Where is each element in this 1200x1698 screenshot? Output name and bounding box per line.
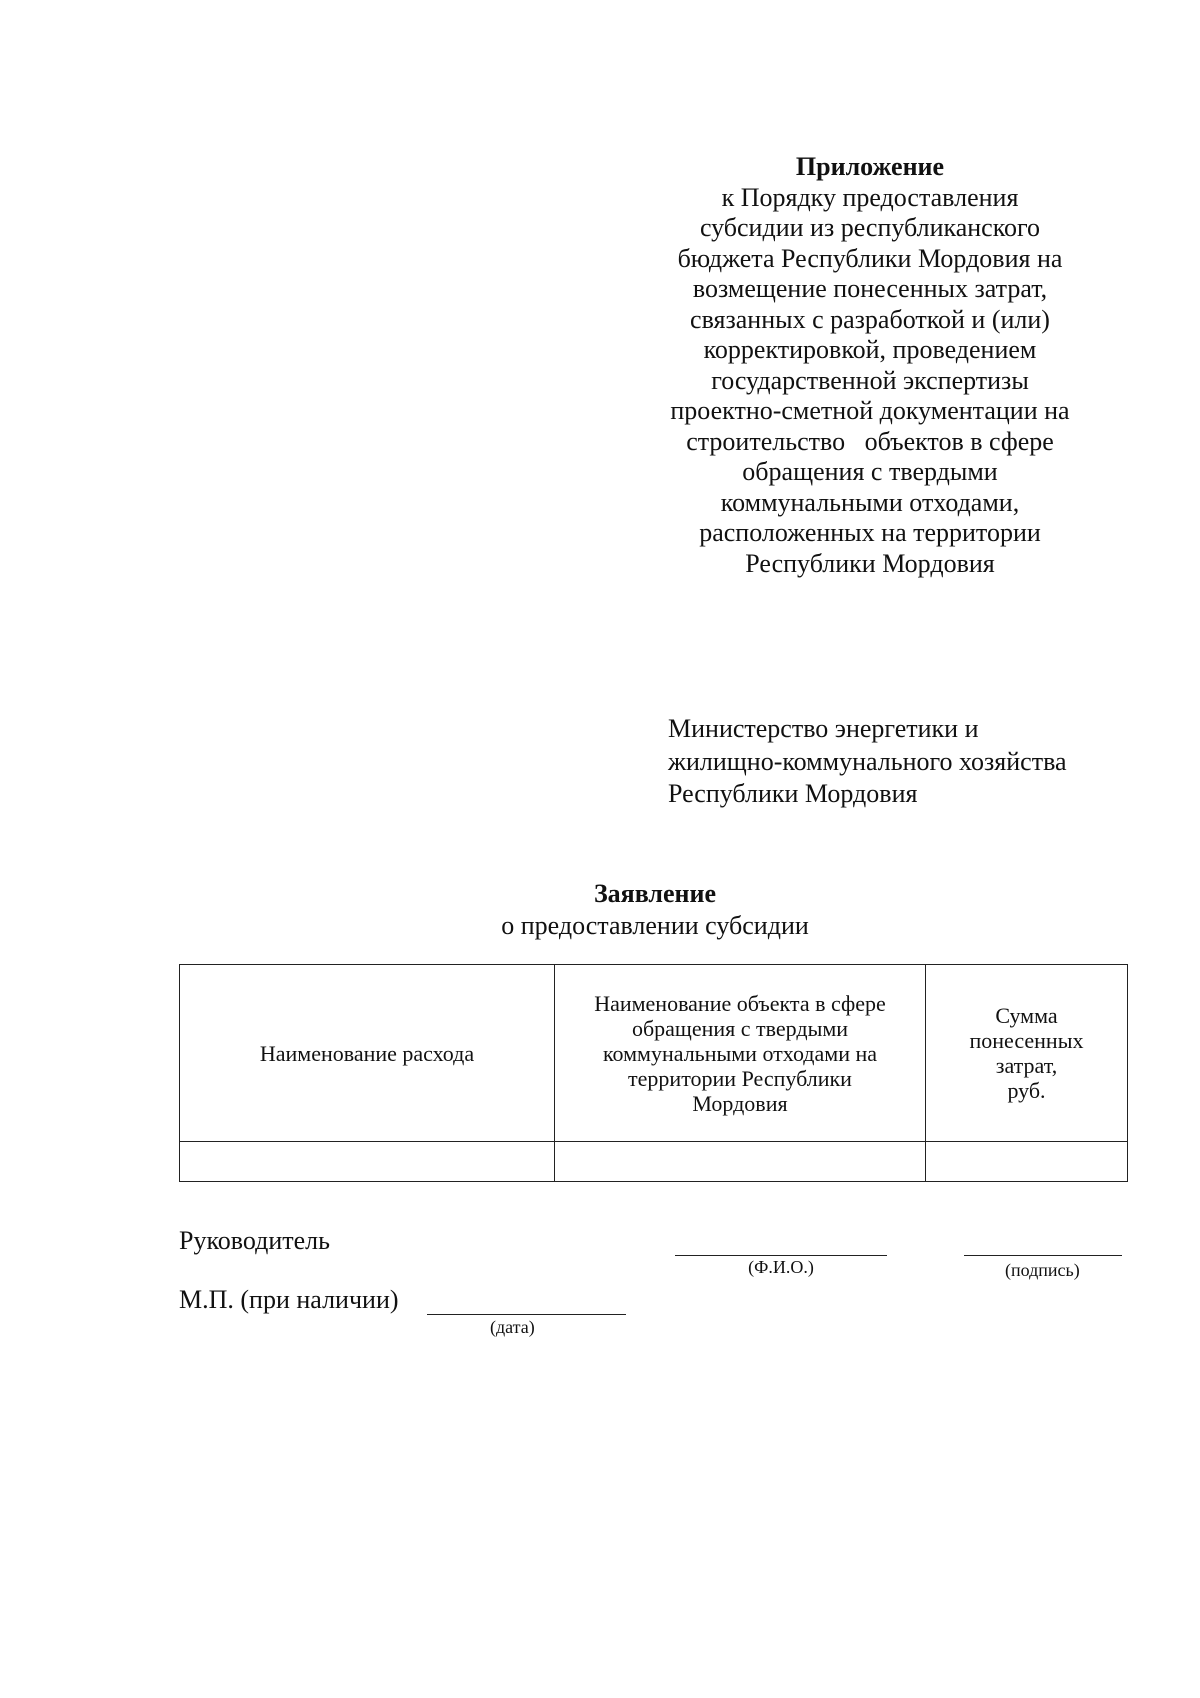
signature-line [964, 1255, 1122, 1256]
appendix-line: возмещение понесенных затрат, [692, 274, 1048, 303]
table-cell [926, 1142, 1128, 1182]
appendix-line: государственной экспертизы [711, 365, 1029, 395]
appendix-block [660, 152, 1080, 579]
head-label: Руководитель [179, 1226, 330, 1255]
header-object-name: Наименование объекта в сфере обращения с твердыми коммунальными отходами на территории Республики Мордовия [555, 965, 926, 1142]
appendix-line: субсидии из республиканского [699, 213, 1041, 242]
appendix-line: строительство объектов в сфере [686, 426, 1054, 456]
appendix-line: коммунальными отходами, [720, 487, 1020, 517]
appendix-line: обращения с твердыми [742, 457, 998, 486]
fio-caption: (Ф.И.О.) [748, 1257, 814, 1277]
date-line [427, 1314, 626, 1315]
appendix-line: бюджета Республики Мордовия на [677, 243, 1063, 273]
appendix-line: корректировкой, проведением [703, 335, 1037, 364]
addressee-line: Республики Мордовия [668, 779, 918, 808]
document-title [0, 878, 1200, 942]
table-header-row [180, 965, 1128, 1142]
stamp-label: М.П. (при наличии) [179, 1285, 399, 1314]
signature-caption: (подпись) [1005, 1260, 1080, 1280]
addressee-line: Министерство энергетики и [668, 714, 979, 743]
table-row [180, 1142, 1128, 1182]
appendix-line: связанных с разработкой и (или) [690, 304, 1050, 334]
header-expense-name: Наименование расхода [180, 965, 555, 1142]
appendix-heading: Приложение [795, 152, 945, 181]
appendix-line: Республики Мордовия [745, 548, 995, 578]
addressee-block [668, 713, 1138, 811]
date-caption: (дата) [490, 1317, 535, 1337]
appendix-line: к Порядку предоставления [721, 182, 1019, 212]
title-main: Заявление [593, 879, 717, 908]
table-cell [180, 1142, 555, 1182]
appendix-line: расположенных на территории [699, 518, 1041, 547]
costs-table [179, 964, 1128, 1182]
header-amount: Сумма понесенных затрат, руб. [926, 965, 1128, 1142]
table-cell [555, 1142, 926, 1182]
addressee-line: жилищно-коммунального хозяйства [668, 746, 1067, 776]
appendix-line: проектно-сметной документации на [670, 396, 1070, 425]
title-sub: о предоставлении субсидии [501, 911, 809, 940]
